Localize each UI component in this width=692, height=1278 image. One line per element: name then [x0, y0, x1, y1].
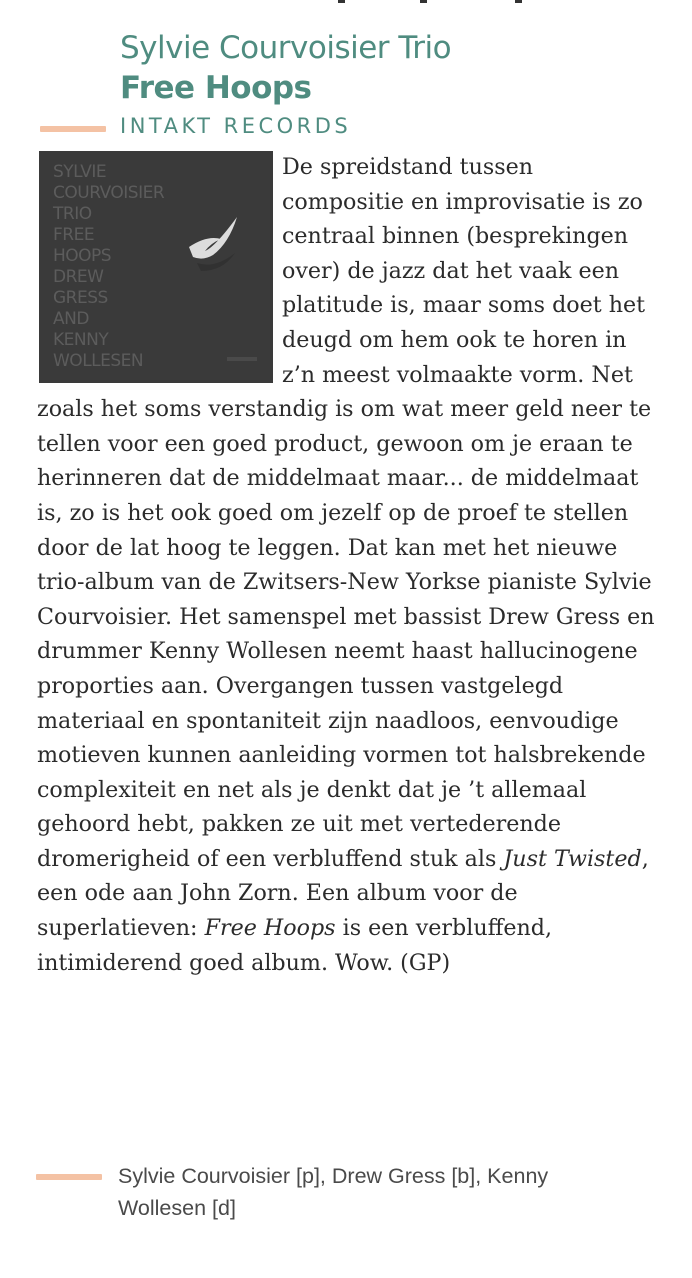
review-text-part: De spreidstand tussen compositie en improvisatie is zo centraal binnen (besprekingen over) de jazz dat het vaak een platitude is, maar soms doet het deugd om hem ook te horen in z’n meest volmaakte vorm. Net zoals het soms verstandig is om wat meer geld neer te tellen voor een goed product, gewoon om je eraan te herinneren dat de middelmaat maar... de middelmaat is, zo is het ook goed om jezelf op de proef te stellen door de lat hoog te leggen. Dat kan met het nieuwe trio-album van de Zwitsers-New Yorkse pianiste Sylvie Courvoisier. Het samenspel met bassist Drew Gress en drummer Kenny Wollesen neemt haast hallucinogene proporties aan. Overgangen tussen vastgelegd materiaal en spontaniteit zijn naadloos, eenvoudige motieven kunnen aanleiding vormen tot halsbrekende complexiteit en net als je denkt dat je ’t allemaal gehoord hebt, pakken ze uit met vertederende dromerigheid of een verbluffend stuk als: [37, 154, 655, 872]
review-text: [37, 150, 662, 980]
track-title-italic: Just Twisted: [503, 845, 642, 872]
record-label: INTAKT RECORDS: [120, 114, 352, 138]
label-accent-bar: [40, 126, 106, 132]
cover-text-line: DREW: [53, 267, 104, 287]
review-text-part: , een ode aan John Zorn. Een album voor de superlatieven:: [37, 845, 649, 942]
cover-text-line: GRESS: [53, 288, 108, 308]
artist-name: Sylvie Courvoisier Trio: [120, 30, 452, 66]
cover-wrap-spacer: [37, 150, 282, 386]
credits-accent-bar: [36, 1174, 102, 1180]
musician-credits: Sylvie Courvoisier [p], Drew Gress [b], Kenny Wollesen [d]: [118, 1164, 549, 1220]
cover-text-line: HOOPS: [53, 246, 112, 266]
review-text-part: is een verbluffend, intimiderend goed album. Wow. (GP): [37, 915, 553, 976]
cover-text-line: COURVOISIER: [53, 183, 165, 203]
album-title: Free Hoops: [120, 70, 312, 106]
cover-text-line: TRIO: [53, 204, 92, 224]
cover-text-line: AND: [53, 309, 89, 329]
album-title-italic: Free Hoops: [204, 915, 336, 942]
cover-text-line: WOLLESEN: [53, 351, 144, 371]
top-edge-marks: [330, 0, 530, 6]
cover-text-line: SYLVIE: [53, 162, 107, 182]
cover-text-line: FREE: [53, 225, 95, 245]
cover-text-line: KENNY: [53, 330, 109, 350]
